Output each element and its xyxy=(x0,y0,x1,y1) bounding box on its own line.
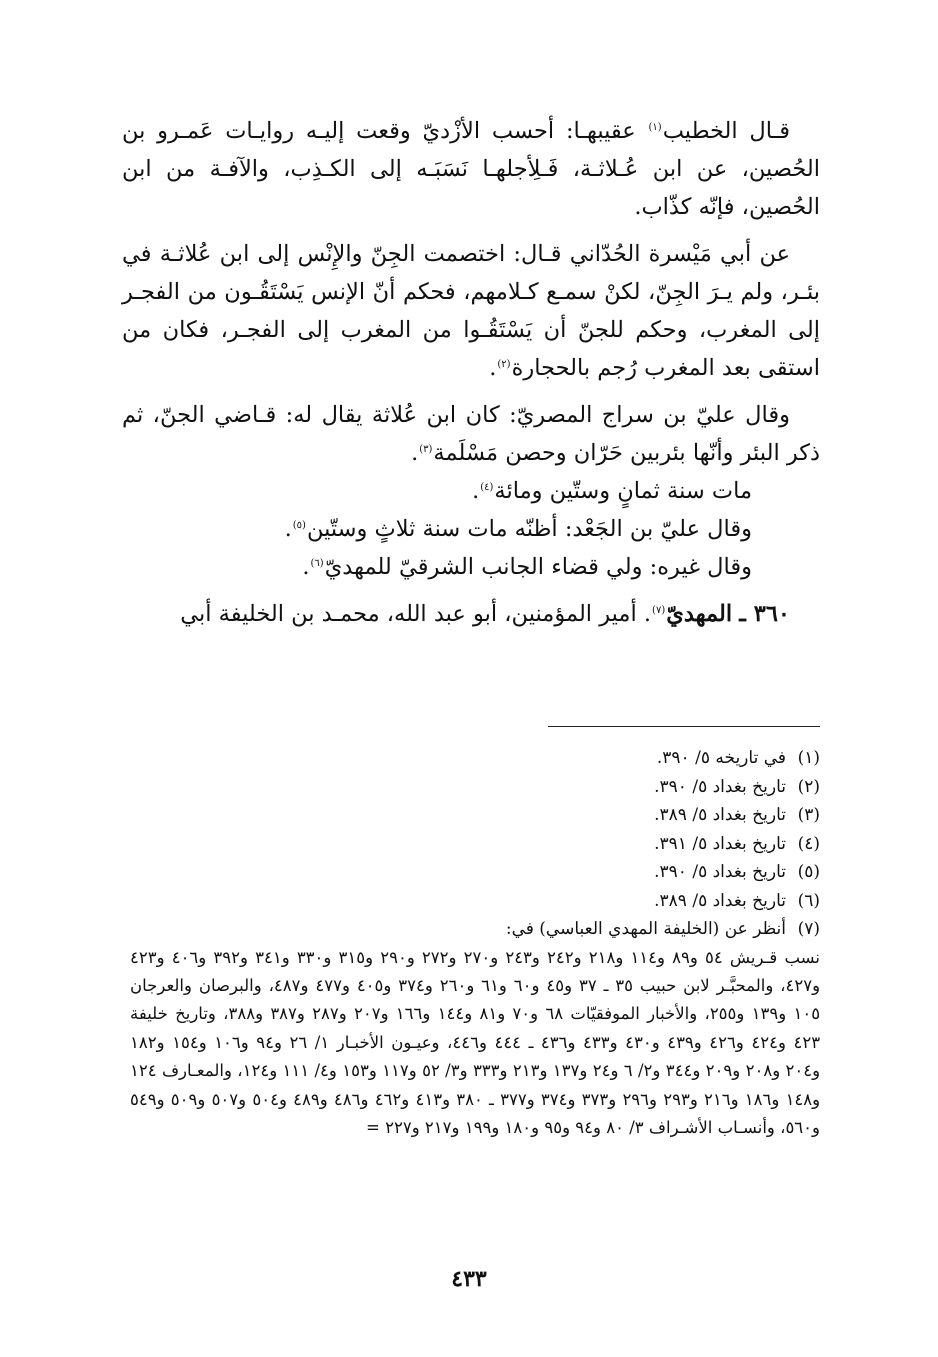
footnote-text: تاريخ بغداد ٥/ ٣٩٠. xyxy=(654,862,786,882)
jaad-line xyxy=(122,510,820,548)
footnote-number: (٢) xyxy=(797,776,820,797)
text: عقيبهـا: أحسب الأزْديّ وقعت إليـه روايـات عَمـرو بن الحُصين، عن ابن عُـلاثـة، فَـلِأجلهـا نَسَبَـه إلى الكـذِب، والآفـة من ابن الحُصين، فإنّه كذّاب. xyxy=(122,118,820,220)
footnote-text: تاريخ بغداد ٥/ ٣٨٩. xyxy=(654,890,786,911)
footnote-number: (٧) xyxy=(797,919,820,939)
footnote-ref-5: (٥) xyxy=(292,519,306,531)
text: . xyxy=(411,440,419,466)
text: . xyxy=(472,478,480,504)
entry-360 xyxy=(122,595,820,633)
footnote-number: (٥) xyxy=(797,862,820,882)
footnote-number: (١) xyxy=(797,748,820,768)
footnote-7-sources: نسب قـريش ٥٤ و٨٩ و١١٤ و٢١٨ و٢٤٢ و٢٤٣ و٢٧٠ و٢٧٢ و٢٩٠ و٣١٥ و٣٣٠ و٣٤١ و٣٩٢ و٤٠٦ و٤٢٣ و٤٢٧، والمحبَّـر لابن حبيب ٣٥ ـ ٣٧ و٤٥ و٦٠ و٦١ و٢٦٠ و٣٧٤ و٤٠٥ و٤٧٧ و٤٨٧، والبرصان والعرجان ١٠٥ و١٣٩ و٢٥٥، والأخبار الموفقيّات ٦٨ و٧٠ و٨١ و١٤٤ و١٦٦ و٢٠٧ و٢٨٧ و٣٨٧ و٣٨٨، وتاريخ خليفة ٤٢٣ و٤٢٤ و٤٢٦ و٤٣٩ و٤٣٠ و٤٣٣ و٤٣٦ ـ ٤٤٤ و٤٤٦، وعيـون الأخبـار ١/ ٢٦ و٩٤ و١٠٦ و١٥٤ و١٨٢ و٢٠٤ و٢٠٨ و٢٠٩ و٣٤٤ و٢/ ٦ و٢٤ و١٣٧ و٢١٣ و٣٣٣ و٣/ ٥٢ و١١٧ و١٥٣ و٤/ ١١١ و١٢٤، والمعـارف ١٢٤ و١٤٨ و١٨٦ و٢١٦ و٢٩٣ و٢٩٦ و٣٧٣ و٣٧٤ و٣٧٧ ـ ٣٨٠ و٤١٣ و٤٦٢ و٤٨٦ و٤٨٩ و٥٠٤ و٥٠٧ و٥٠٩ و٥٤٩ و٥٦٠، وأنسـاب الأشـراف ٣/ ٨٠ و٩٤ و٩٥ و١٨٠ و١٩٩ و٢١٧ و٢٢٧ = xyxy=(130,947,821,1137)
paragraph-khatib xyxy=(122,112,820,226)
footnote-1 xyxy=(130,744,820,773)
footnote-ref-1: (١) xyxy=(648,121,662,133)
footnote-3 xyxy=(130,801,820,830)
footnote-text: تاريخ بغداد ٥/ ٣٩٠. xyxy=(654,776,786,797)
footnote-5 xyxy=(130,858,820,887)
footnote-ref-2: (٢) xyxy=(497,358,511,370)
footnote-number: (٦) xyxy=(797,890,820,911)
entry-number: ٣٦٠ ـ xyxy=(739,601,790,627)
text: وقال عليّ بن سراج المصريّ: كان ابن عُلاثة يقال له: قـاضي الجنّ، ثم ذكر البئر وأنّها بئربين حَرّان وحصن مَسْلَمة xyxy=(122,402,820,466)
footnotes xyxy=(130,744,820,1142)
footnote-ref-6: (٦) xyxy=(310,557,324,569)
footnote-7 xyxy=(130,915,820,944)
footnote-ref-3: (٣) xyxy=(419,443,433,455)
paragraph-maysara xyxy=(122,235,820,387)
footnote-text: في تاريخه ٥/ ٣٩٠. xyxy=(656,748,786,768)
paragraph-siraj xyxy=(122,396,820,472)
text: عن أبي مَيْسرة الحُدّاني قـال: اختصمت الجِنّ والإِنْس إلى ابن عُلاثـة في بئـر، ولم يـرَ الجِنّ، لكنْ سمـع كـلامهم، فحكم أنّ الإنس يَسْتَقُـون من الفجـر إلى المغرب، وحكم للجنّ أن يَسْتَقُـوا من المغرب إلى الفجـر، فكان من استقى بعد المغرب رُجم بالحجارة xyxy=(122,241,820,381)
footnote-ref-7: (٧) xyxy=(652,604,666,616)
text: مات سنة ثمانٍ وستّين ومائة xyxy=(494,478,752,504)
death-year-line xyxy=(122,472,820,510)
qada-line xyxy=(122,548,820,586)
footnote-number: (٤) xyxy=(797,833,820,854)
text: وقال غيره: ولي قضاء الجانب الشرقيّ للمهديّ xyxy=(324,554,752,580)
text: وقال عليّ بن الجَعْد: أظنّه مات سنة ثلاثٍ وستّين xyxy=(306,516,752,542)
text: قـال الخطيب xyxy=(662,118,790,144)
entry-name: المهديّ xyxy=(666,601,733,627)
page-number: ٤٣٣ xyxy=(451,1266,487,1292)
footnote-ref-4: (٤) xyxy=(480,481,494,493)
footnote-text: تاريخ بغداد ٥/ ٣٨٩. xyxy=(654,805,786,825)
text: . xyxy=(302,554,310,580)
footnote-6 xyxy=(130,887,820,916)
entry-text: . أمير المؤمنين، أبو عبد الله، محمـد بن الخليفة أبي xyxy=(180,601,652,627)
footnote-divider xyxy=(548,726,820,727)
text: . xyxy=(284,516,292,542)
footnote-text: أنظر عن (الخليفة المهدي العباسي) في: xyxy=(505,919,786,939)
footnote-number: (٣) xyxy=(797,805,820,825)
main-text xyxy=(122,112,820,633)
text: . xyxy=(489,355,497,381)
footnote-text: تاريخ بغداد ٥/ ٣٩١. xyxy=(654,833,786,854)
footnote-4 xyxy=(130,830,820,859)
footnote-2 xyxy=(130,773,820,802)
